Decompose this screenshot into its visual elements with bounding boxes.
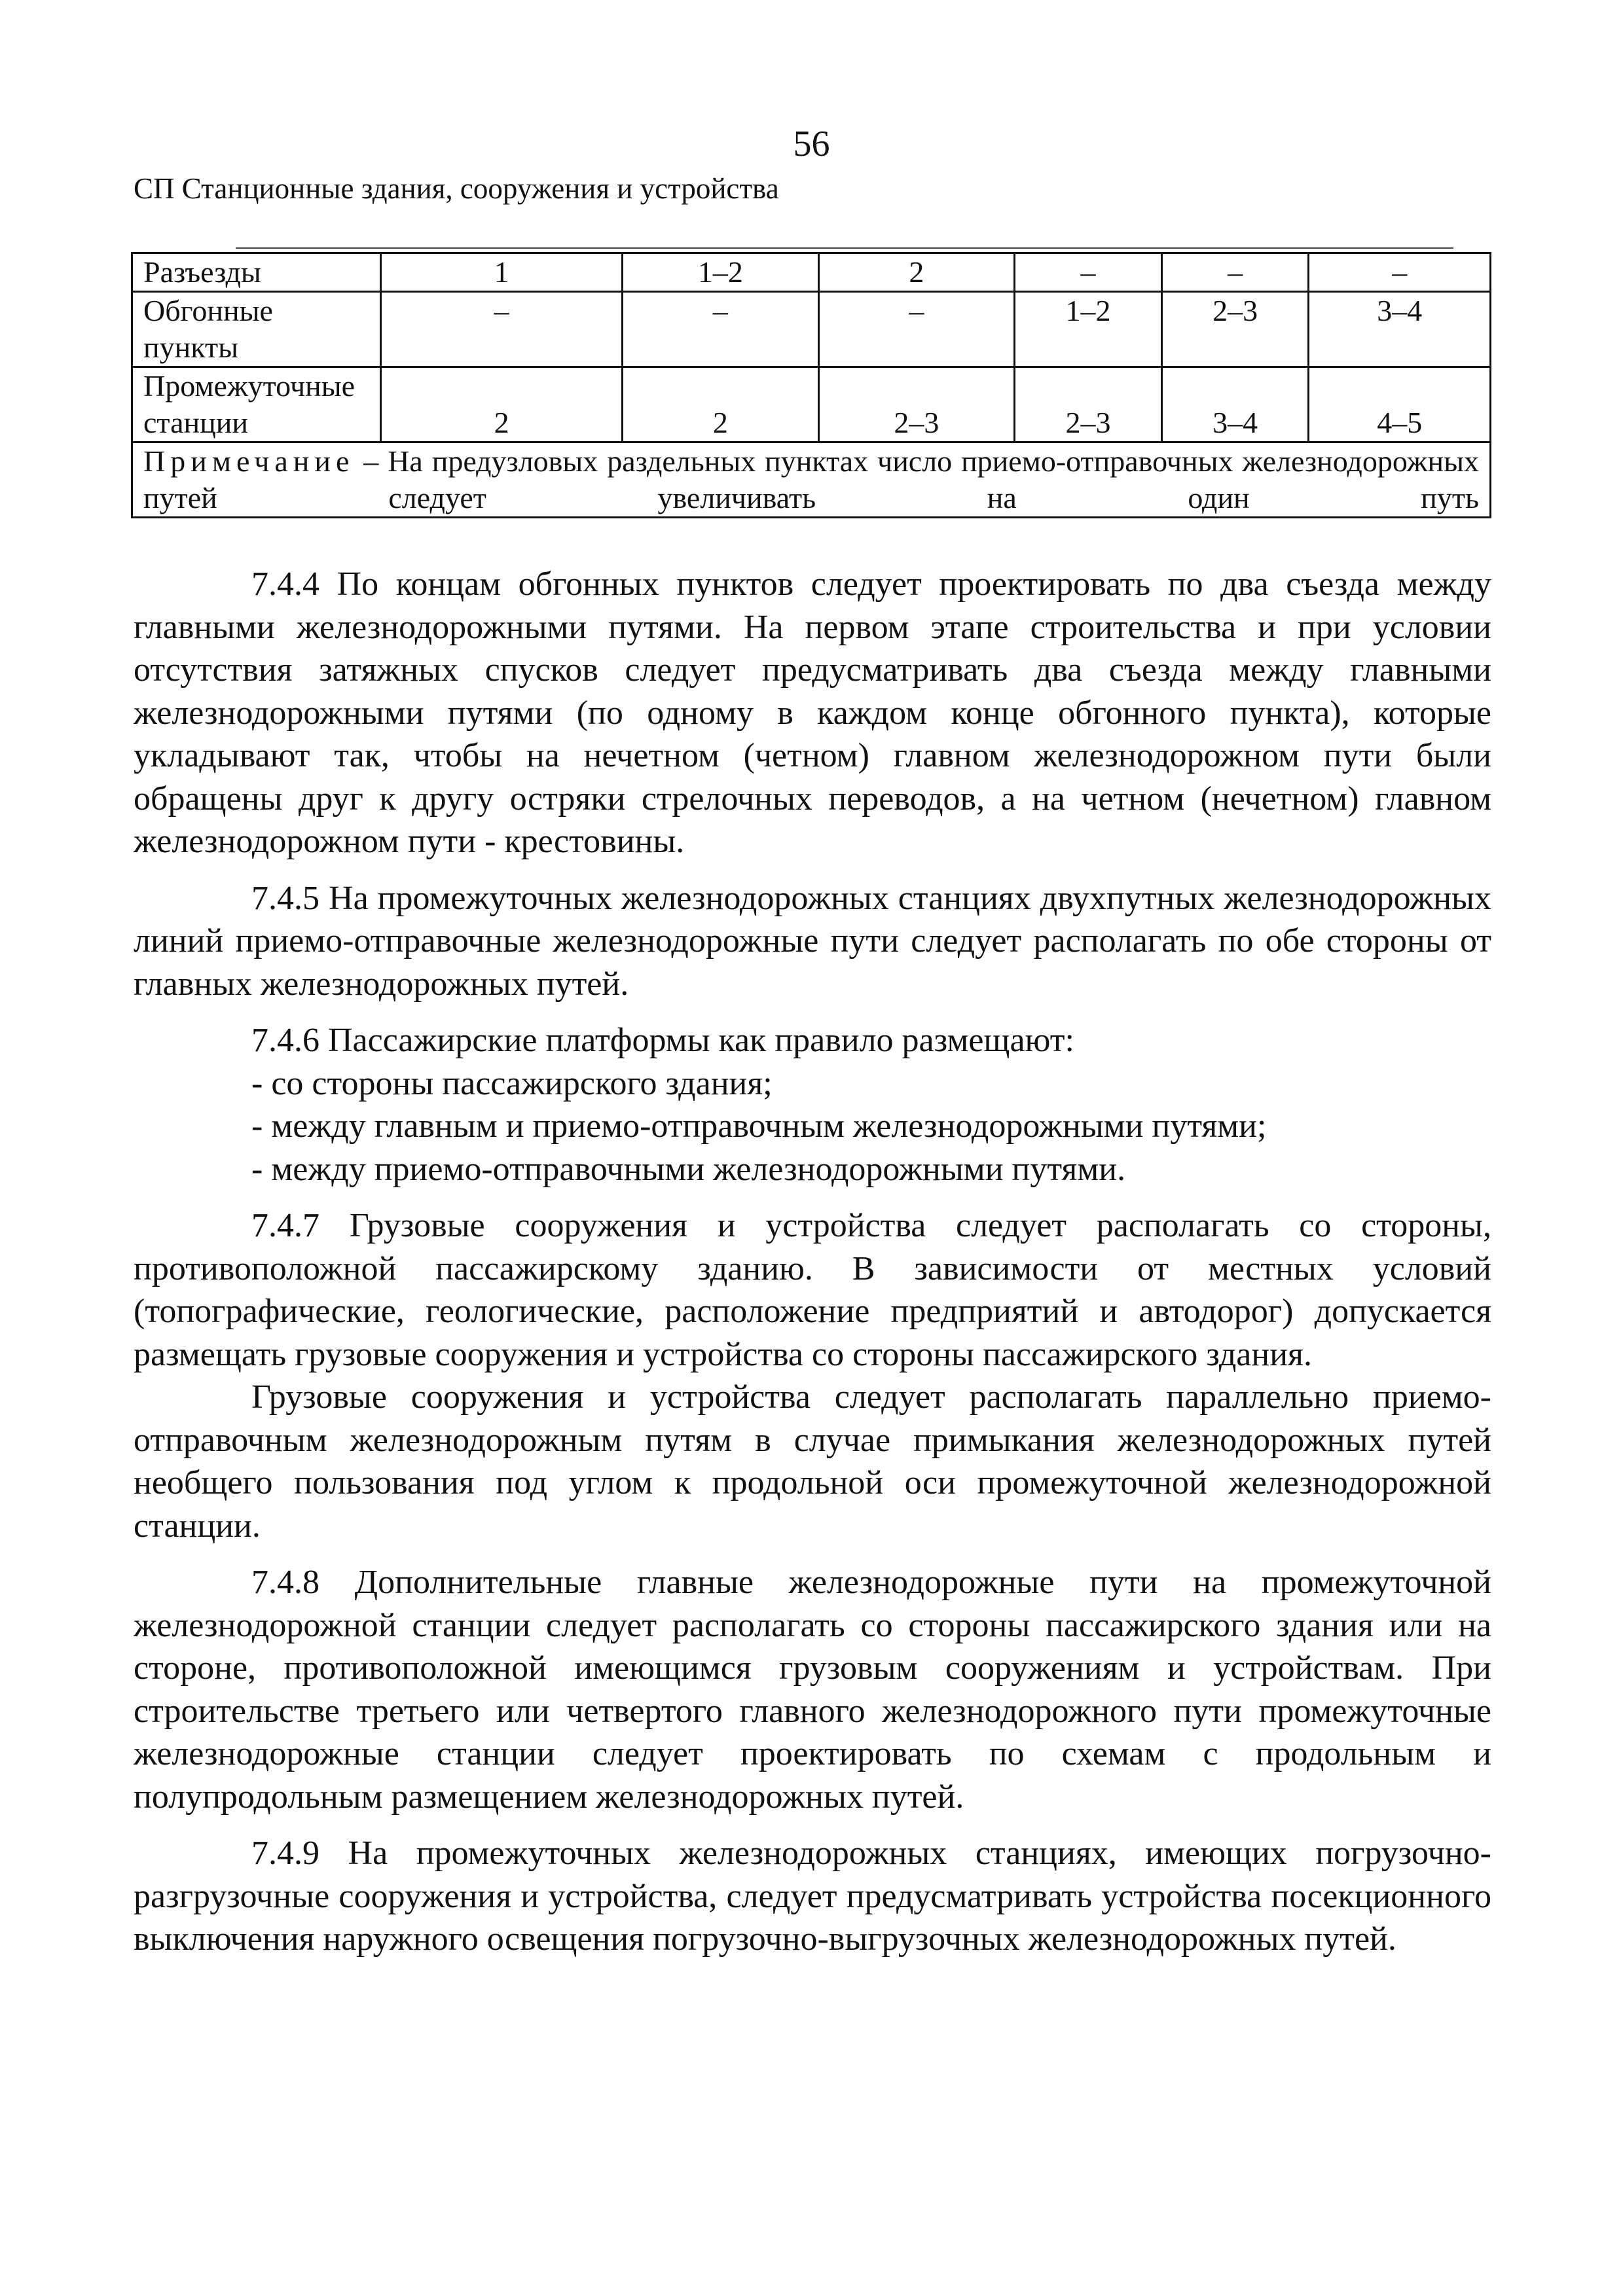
table-row	[132, 292, 1491, 367]
paragraph-7-4-7: 7.4.7 Грузовые сооружения и устройства следует располагать со стороны, противоположной пассажирскому зданию. В зависимости от местных условий (топографические, геологические, расположение предприятий и автодорог) допускается размещать грузовые сооружения и устройства со стороны пассажирского здания.	[134, 1207, 1491, 1373]
table-cell: 2–3	[818, 367, 1014, 442]
running-title: СП Станционные здания, сооружения и устройства	[134, 172, 779, 205]
table-cell: 3–4	[1309, 292, 1491, 367]
row-label: Разъезды	[132, 253, 381, 292]
table-cell: –	[380, 292, 622, 367]
header-rule	[236, 247, 1453, 249]
table-cell: –	[1015, 253, 1162, 292]
paragraph-7-4-5: 7.4.5 На промежуточных железнодорожных станциях двухпутных железнодорожных линий приемо-отправочные железнодорожные пути следует располагать по обе стороны от главных железнодорожных путей.	[134, 879, 1491, 1003]
list-item: - со стороны пассажирского здания;	[251, 1064, 773, 1102]
paragraph-7-4-9: 7.4.9 На промежуточных железнодорожных станциях, имеющих погрузочно-разгрузочные сооружения и устройства, следует предусматривать устройства посекционного выключения наружного освещения погрузочно-выгрузочных железнодорожных путей.	[134, 1835, 1491, 1958]
row-label: Промежуточные станции	[132, 367, 381, 442]
list-item: - между главным и приемо-отправочным железнодорожными путями;	[251, 1107, 1267, 1145]
table-cell: 2	[818, 253, 1014, 292]
table-cell: 1–2	[623, 253, 818, 292]
table-cell: 4–5	[1309, 367, 1491, 442]
table-cell: 2–3	[1015, 367, 1162, 442]
note-text: – На предузловых раздельных пунктах число приемо-отправочных железнодорожных путей следует увеличивать на один путь	[143, 444, 1479, 514]
body-text	[134, 563, 1491, 1961]
paragraph-7-4-7-continued: Грузовые сооружения и устройства следует располагать параллельно приемо-отправочным железнодорожным путям в случае примыкания железнодорожных путей необщего пользования под углом к продольной оси промежуточной железнодорожной станции.	[134, 1378, 1491, 1545]
paragraph-7-4-8: 7.4.8 Дополнительные главные железнодорожные пути на промежуточной железнодорожной станции следует располагать со стороны пассажирского здания или на стороне, противоположной имеющимся грузовым сооружениям и устройствам. При строительстве третьего или четвертого главного железнодорожного пути промежуточные железнодорожные станции следует проектировать по схемам с продольным и полупродольным размещением железнодорожных путей.	[134, 1564, 1491, 1816]
table-cell: 1–2	[1015, 292, 1162, 367]
table-note	[132, 442, 1491, 518]
paragraph-7-4-4: 7.4.4 По концам обгонных пунктов следует проектировать по два съезда между главными железнодорожными путями. На первом этапе строительства и при условии отсутствия затяжных спусков следует предусматривать два съезда между главными железнодорожными путями (по одному в каждом конце обгонного пункта), которые укладывают так, чтобы на нечетном (четном) главном железнодорожном пути были обращены друг к другу остряки стрелочных переводов, а на четном (нечетном) главном железнодорожном пути - крестовины.	[134, 565, 1491, 860]
table-row	[132, 253, 1491, 292]
table-cell: –	[1161, 253, 1309, 292]
paragraph-7-4-6: 7.4.6 Пассажирские платформы как правило размещают:	[251, 1022, 1074, 1059]
table-cell: 2–3	[1161, 292, 1309, 367]
table-cell: –	[818, 292, 1014, 367]
table-note-row	[132, 442, 1491, 518]
table-cell: 2	[380, 367, 622, 442]
note-label: Примечание	[143, 444, 355, 478]
table-cell: 3–4	[1161, 367, 1309, 442]
station-tracks-table	[131, 252, 1491, 518]
row-label: Обгонные пункты	[132, 292, 381, 367]
table-cell: 2	[623, 367, 818, 442]
page-number: 56	[793, 124, 830, 164]
table-cell: –	[1309, 253, 1491, 292]
table-row	[132, 367, 1491, 442]
table-cell: 1	[380, 253, 622, 292]
table-cell: –	[623, 292, 818, 367]
list-item: - между приемо-отправочными железнодорожными путями.	[251, 1150, 1126, 1188]
